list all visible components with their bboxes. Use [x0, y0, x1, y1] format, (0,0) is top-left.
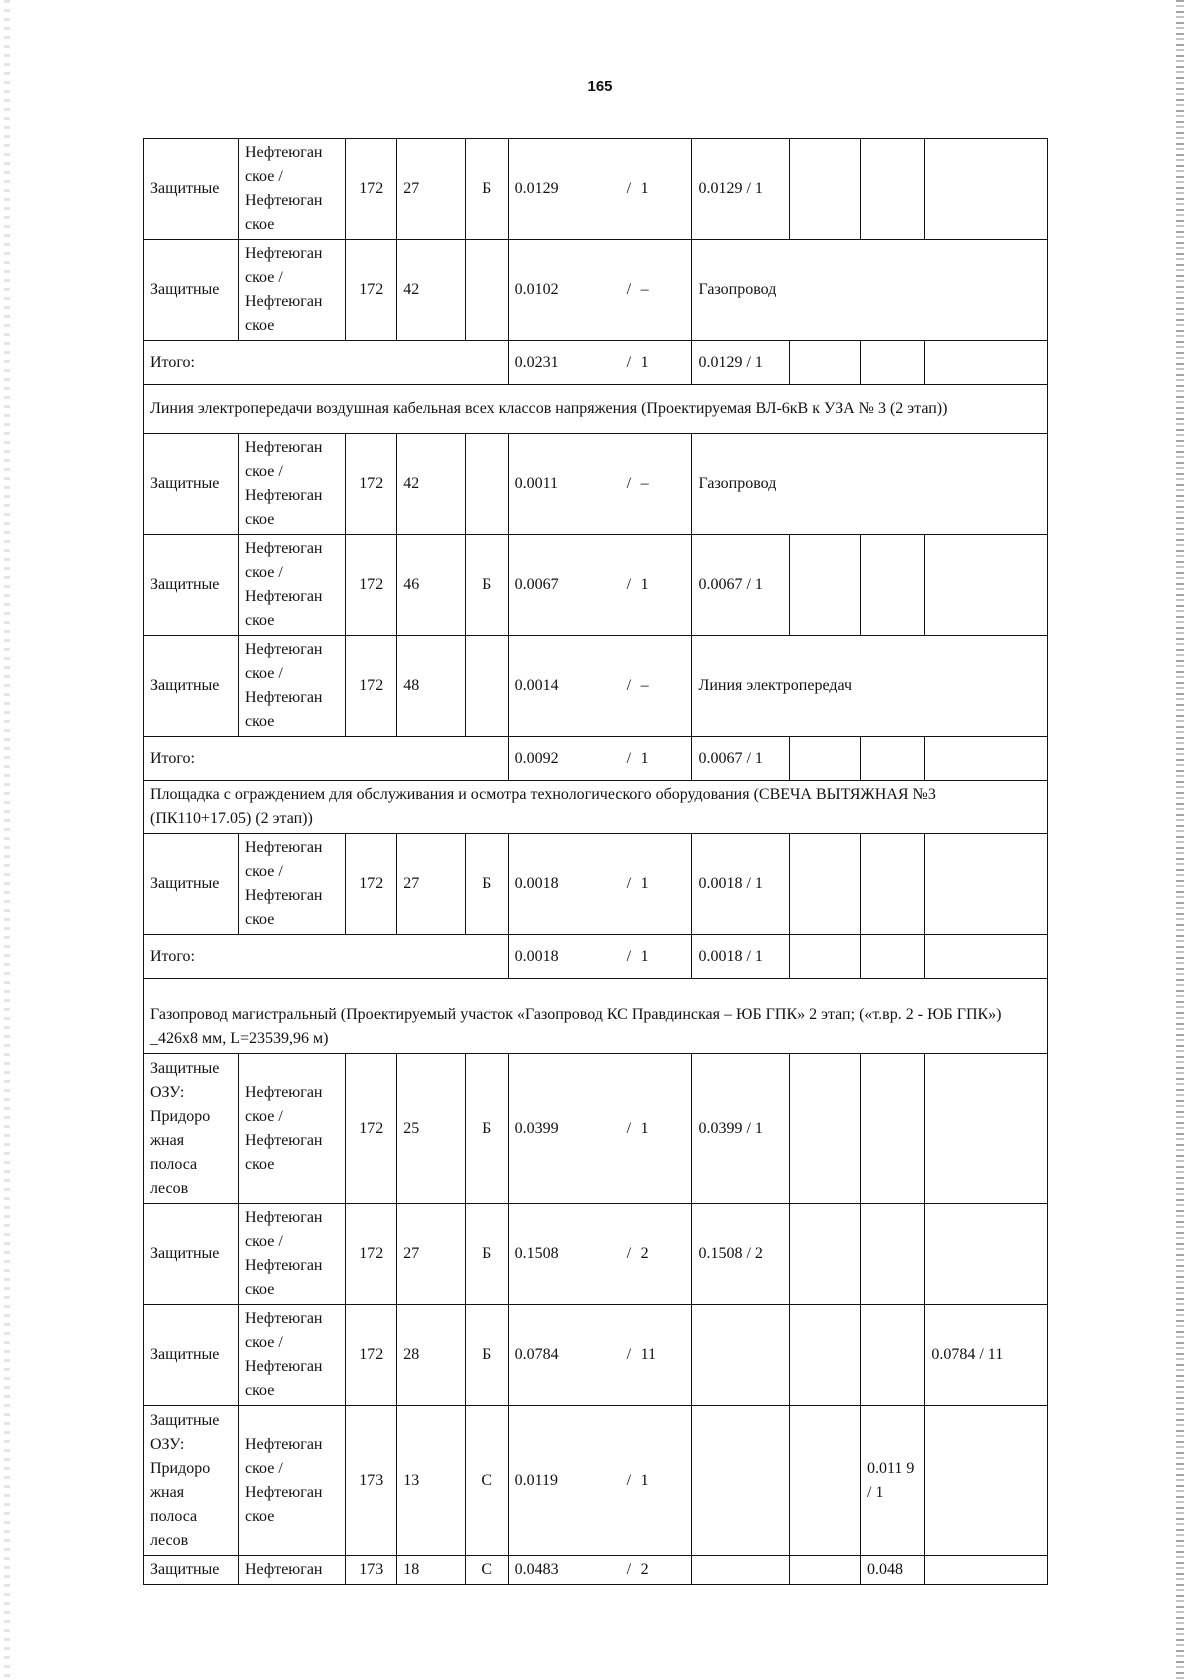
value-cell-4: 0.0784 / 11 — [925, 1305, 1048, 1406]
value-cell-4 — [925, 834, 1048, 935]
value-cell-1: 0.0018 / 1 — [692, 935, 789, 979]
area-cell — [508, 240, 692, 341]
value-cell-1 — [692, 1556, 789, 1585]
value-cell-1: 0.0067 / 1 — [692, 535, 789, 636]
value-cell-4 — [925, 535, 1048, 636]
value-cell-4 — [925, 1204, 1048, 1305]
kvartal-cell: 173 — [346, 1556, 397, 1585]
value-cell-1: 0.0399 / 1 — [692, 1054, 789, 1204]
value-cell-2 — [789, 834, 861, 935]
section-title: Газопровод магистральный (Проектируемый участок «Газопровод КС Правдинская – ЮБ ГПК» 2 этап; («т.вр. 2 - ЮБ ГПК») _426х8 мм, L=23539,96 м) — [144, 979, 1048, 1054]
table-row — [144, 834, 1048, 935]
area-slash: / — [626, 1245, 632, 1262]
vydel-cell: 48 — [397, 636, 465, 737]
value-cell-2 — [789, 1406, 861, 1556]
kvartal-cell: 172 — [346, 636, 397, 737]
crossing-object-cell: Газопровод — [692, 434, 1048, 535]
value-cell-3 — [861, 737, 925, 781]
area-cell — [508, 1406, 692, 1556]
area-slash: / — [626, 576, 632, 593]
kvartal-cell: 172 — [346, 1054, 397, 1204]
vydel-cell: 42 — [397, 240, 465, 341]
total-label: Итого: — [144, 341, 509, 385]
table-body — [144, 139, 1048, 1585]
location-cell: Нефтеюган ское / Нефтеюган ское — [238, 834, 345, 935]
area-count: 1 — [640, 353, 649, 371]
category-cell: Защитные — [144, 434, 239, 535]
table-row — [144, 535, 1048, 636]
letter-cell: Б — [465, 1054, 508, 1204]
location-cell: Нефтеюган — [238, 1556, 345, 1585]
value-cell-2 — [789, 1054, 861, 1204]
area-count: – — [640, 475, 649, 492]
area-count: 1 — [640, 180, 649, 197]
value-cell-2 — [789, 139, 861, 240]
area-slash: / — [626, 180, 632, 197]
letter-cell: Б — [465, 139, 508, 240]
vydel-cell: 13 — [397, 1406, 465, 1556]
value-cell-1: 0.0129 / 1 — [692, 139, 789, 240]
area-count: 11 — [640, 1346, 657, 1363]
area-count: 1 — [640, 1119, 649, 1137]
area-cell — [508, 139, 692, 240]
area-value: 0.0231 — [514, 353, 559, 371]
table-row — [144, 1054, 1048, 1204]
area-value: 0.0102 — [514, 281, 559, 298]
value-cell-4 — [925, 341, 1048, 385]
vydel-cell: 25 — [397, 1054, 465, 1204]
area-slash: / — [626, 1119, 632, 1137]
page-number: 165 — [587, 78, 613, 95]
area-cell — [508, 834, 692, 935]
letter-cell: Б — [465, 1305, 508, 1406]
kvartal-cell: 172 — [346, 834, 397, 935]
area-cell — [508, 636, 692, 737]
category-cell: Защитные — [144, 1556, 239, 1585]
category-cell: Защитные — [144, 139, 239, 240]
area-value: 0.0018 — [514, 875, 559, 892]
value-cell-1: 0.0067 / 1 — [692, 737, 789, 781]
crossing-object-cell: Газопровод — [692, 240, 1048, 341]
kvartal-cell: 172 — [346, 434, 397, 535]
category-cell: Защитные — [144, 1305, 239, 1406]
area-cell — [508, 341, 692, 385]
total-row — [144, 341, 1048, 385]
area-value: 0.0092 — [514, 749, 559, 767]
value-cell-2 — [789, 341, 861, 385]
vydel-cell: 27 — [397, 1204, 465, 1305]
area-count: – — [640, 281, 649, 298]
total-row — [144, 737, 1048, 781]
area-count: 2 — [640, 1561, 649, 1578]
value-cell-2 — [789, 1204, 861, 1305]
vydel-cell: 46 — [397, 535, 465, 636]
area-slash: / — [626, 749, 632, 767]
section-title-row — [144, 979, 1048, 1054]
area-value: 0.0067 — [514, 576, 559, 593]
crossing-object-cell: Линия электропередач — [692, 636, 1048, 737]
value-cell-3 — [861, 1054, 925, 1204]
table-row — [144, 1406, 1048, 1556]
section-title-row — [144, 781, 1048, 834]
value-cell-3 — [861, 834, 925, 935]
vydel-cell: 27 — [397, 139, 465, 240]
value-cell-3 — [861, 535, 925, 636]
letter-cell: С — [465, 1556, 508, 1585]
value-cell-2 — [789, 1556, 861, 1585]
kvartal-cell: 172 — [346, 240, 397, 341]
value-cell-1: 0.0018 / 1 — [692, 834, 789, 935]
category-cell: Защитные — [144, 1204, 239, 1305]
value-cell-4 — [925, 1054, 1048, 1204]
location-cell: Нефтеюган ское / Нефтеюган ское — [238, 434, 345, 535]
area-slash: / — [626, 281, 632, 298]
table-row — [144, 1556, 1048, 1585]
area-value: 0.0011 — [514, 475, 559, 492]
kvartal-cell: 172 — [346, 1305, 397, 1406]
table-row — [144, 1204, 1048, 1305]
total-label: Итого: — [144, 737, 509, 781]
area-count: 1 — [640, 1471, 649, 1489]
area-cell — [508, 535, 692, 636]
area-value: 0.1508 — [514, 1245, 559, 1262]
value-cell-3: 0.011 9 / 1 — [861, 1406, 925, 1556]
value-cell-3 — [861, 139, 925, 240]
value-cell-2 — [789, 737, 861, 781]
category-cell: Защитные — [144, 636, 239, 737]
area-slash: / — [626, 1561, 632, 1578]
location-cell: Нефтеюган ское / Нефтеюган ское — [238, 535, 345, 636]
location-cell: Нефтеюган ское / Нефтеюган ское — [238, 1054, 345, 1204]
area-slash: / — [626, 1346, 632, 1363]
table-row — [144, 1305, 1048, 1406]
value-cell-3 — [861, 1204, 925, 1305]
category-cell: Защитные — [144, 535, 239, 636]
location-cell: Нефтеюган ское / Нефтеюган ское — [238, 1305, 345, 1406]
value-cell-3 — [861, 341, 925, 385]
category-cell: Защитные — [144, 240, 239, 341]
kvartal-cell: 173 — [346, 1406, 397, 1556]
area-value: 0.0399 — [514, 1119, 559, 1137]
area-cell — [508, 1054, 692, 1204]
area-count: 1 — [640, 947, 649, 965]
letter-cell — [465, 434, 508, 535]
area-value: 0.0014 — [514, 677, 559, 694]
value-cell-4 — [925, 935, 1048, 979]
area-count: – — [640, 677, 649, 694]
vydel-cell: 42 — [397, 434, 465, 535]
location-cell: Нефтеюган ское / Нефтеюган ское — [238, 1204, 345, 1305]
letter-cell — [465, 240, 508, 341]
area-cell — [508, 935, 692, 979]
area-value: 0.0784 — [514, 1346, 559, 1363]
value-cell-3 — [861, 935, 925, 979]
section-title-row — [144, 385, 1048, 434]
location-cell: Нефтеюган ское / Нефтеюган ское — [238, 240, 345, 341]
total-row — [144, 935, 1048, 979]
vydel-cell: 27 — [397, 834, 465, 935]
vydel-cell: 18 — [397, 1556, 465, 1585]
value-cell-2 — [789, 935, 861, 979]
location-cell: Нефтеюган ское / Нефтеюган ское — [238, 636, 345, 737]
area-value: 0.0119 — [514, 1471, 559, 1489]
category-cell: Защитные ОЗУ: Придоро жная полоса лесов — [144, 1054, 239, 1204]
letter-cell: С — [465, 1406, 508, 1556]
vydel-cell: 28 — [397, 1305, 465, 1406]
area-cell — [508, 1204, 692, 1305]
area-slash: / — [626, 1471, 632, 1489]
area-cell — [508, 1556, 692, 1585]
area-slash: / — [626, 475, 632, 492]
area-cell — [508, 434, 692, 535]
area-count: 2 — [640, 1245, 649, 1262]
value-cell-2 — [789, 535, 861, 636]
area-slash: / — [626, 353, 632, 371]
area-count: 1 — [640, 576, 649, 593]
area-slash: / — [626, 677, 632, 694]
letter-cell — [465, 636, 508, 737]
value-cell-4 — [925, 1406, 1048, 1556]
area-count: 1 — [640, 749, 649, 767]
table-row — [144, 636, 1048, 737]
letter-cell: Б — [465, 834, 508, 935]
scan-edge-left — [4, 0, 10, 1680]
area-count: 1 — [640, 875, 649, 892]
table-row — [144, 240, 1048, 341]
section-title: Линия электропередачи воздушная кабельная всех классов напряжения (Проектируемая ВЛ-6кВ к УЗА № 3 (2 этап)) — [144, 385, 1048, 434]
area-cell — [508, 737, 692, 781]
category-cell: Защитные — [144, 834, 239, 935]
value-cell-4 — [925, 1556, 1048, 1585]
total-label: Итого: — [144, 935, 509, 979]
kvartal-cell: 172 — [346, 535, 397, 636]
value-cell-1: 0.0129 / 1 — [692, 341, 789, 385]
area-slash: / — [626, 947, 632, 965]
table-row — [144, 434, 1048, 535]
kvartal-cell: 172 — [346, 1204, 397, 1305]
value-cell-1 — [692, 1406, 789, 1556]
value-cell-4 — [925, 139, 1048, 240]
kvartal-cell: 172 — [346, 139, 397, 240]
value-cell-1: 0.1508 / 2 — [692, 1204, 789, 1305]
value-cell-3: 0.048 — [861, 1556, 925, 1585]
table-row — [144, 139, 1048, 240]
area-value: 0.0018 — [514, 947, 559, 965]
section-title: Площадка с ограждением для обслуживания и осмотра технологического оборудования (СВЕЧА ВЫТЯЖНАЯ №3 (ПК110+17.05) (2 этап)) — [144, 781, 1048, 834]
location-cell: Нефтеюган ское / Нефтеюган ское — [238, 1406, 345, 1556]
value-cell-3 — [861, 1305, 925, 1406]
area-value: 0.0129 — [514, 180, 559, 197]
letter-cell: Б — [465, 535, 508, 636]
category-cell: Защитные ОЗУ: Придоро жная полоса лесов — [144, 1406, 239, 1556]
value-cell-1 — [692, 1305, 789, 1406]
letter-cell: Б — [465, 1204, 508, 1305]
area-value: 0.0483 — [514, 1561, 559, 1578]
area-slash: / — [626, 875, 632, 892]
location-cell: Нефтеюган ское / Нефтеюган ское — [238, 139, 345, 240]
value-cell-4 — [925, 737, 1048, 781]
scan-edge-right — [1176, 0, 1184, 1680]
area-cell — [508, 1305, 692, 1406]
forest-plots-table — [143, 138, 1048, 1585]
value-cell-2 — [789, 1305, 861, 1406]
